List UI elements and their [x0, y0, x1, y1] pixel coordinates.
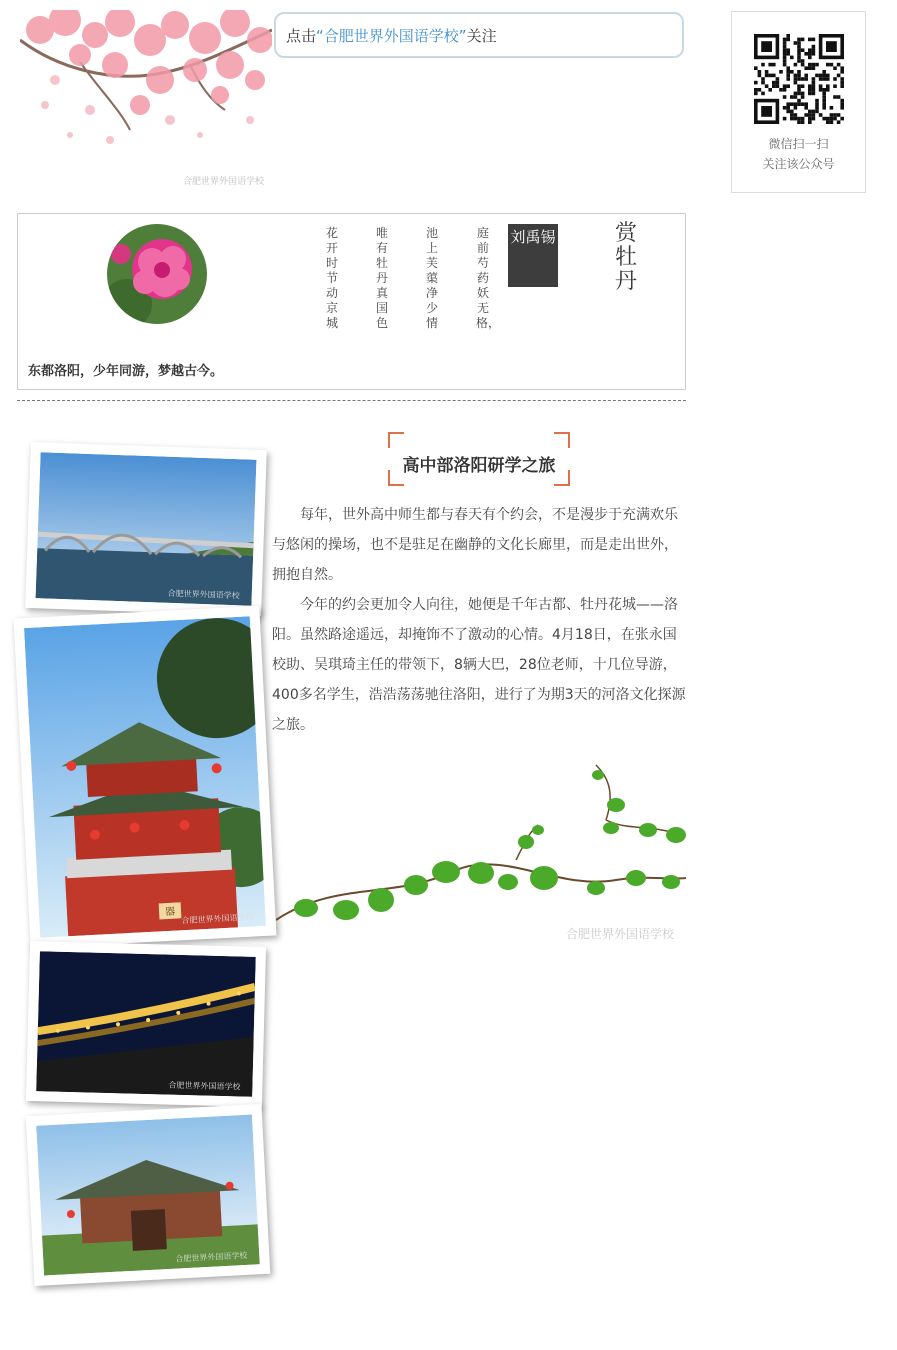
- watermark-text: 合肥世界外国语学校: [182, 177, 264, 187]
- follow-prompt: [274, 12, 684, 58]
- corner-decoration: [388, 432, 404, 448]
- pagoda-sign: 器: [164, 906, 176, 919]
- qr-code-image: [754, 34, 844, 124]
- article-heading-frame: [388, 432, 570, 486]
- corner-decoration: [554, 432, 570, 448]
- qr-caption-line1: 微信扫一扫: [768, 137, 829, 151]
- follow-prefix: 点击: [286, 26, 317, 45]
- follow-account-link[interactable]: “合肥世界外国语学校”: [316, 26, 467, 45]
- photo-bridge: [25, 442, 267, 616]
- article-paragraph-1: 每年，世外高中师生都与春天有个约会，不是漫步于充满欢乐与悠闲的操场，也不是驻足在幽静的文化长廊里，而是走出世外，拥抱自然。: [272, 507, 678, 583]
- watermark-text: 合肥世界外国语学校: [565, 927, 674, 941]
- poem-title: 赏牡丹: [614, 221, 637, 294]
- poem-line-3: 唯有牡丹真国色: [375, 226, 388, 330]
- poem-author: 刘禹锡: [508, 224, 558, 287]
- article-paragraph-2: 今年的约会更加令人向往，她便是千年古都、牡丹花城——洛阳。虽然路途遥远，却掩饰不了激动的心情。4月18日，在张永国校助、吴琪琦主任的带领下，8辆大巴，28位老师，十几位导游，400多名学生，浩浩荡荡驰往洛阳，进行了为期3天的河洛文化探源之旅。: [272, 597, 686, 733]
- article-heading: 高中部洛阳研学之旅: [402, 456, 556, 476]
- follow-suffix: 关注: [466, 26, 497, 45]
- watermark-text: 合肥世界外国语学校: [167, 588, 240, 601]
- poem-line-4: 花开时节动京城: [325, 226, 338, 330]
- vine-decoration: [276, 760, 686, 950]
- watermark-text: 合肥世界外国语学校: [181, 912, 254, 926]
- poem-tagline: 东都洛阳，少年同游，梦越古今。: [28, 364, 224, 379]
- qr-caption-line2: 关注该公众号: [762, 157, 835, 171]
- poem-line-2: 池上芙蕖净少情: [425, 226, 438, 330]
- cherry-blossom-banner: [20, 10, 272, 195]
- poem-line-1: 庭前芍药妖无格，: [476, 226, 501, 330]
- watermark-text: 合肥世界外国语学校: [168, 1080, 241, 1092]
- poem-card: [17, 213, 686, 390]
- peony-photo: [107, 224, 207, 324]
- watermark-text: 合肥世界外国语学校: [175, 1250, 248, 1264]
- qr-code-card: [731, 11, 866, 193]
- photo-night: [26, 941, 266, 1107]
- section-divider: [17, 400, 686, 401]
- photo-temple: [26, 1104, 271, 1286]
- photo-pagoda: [14, 606, 277, 948]
